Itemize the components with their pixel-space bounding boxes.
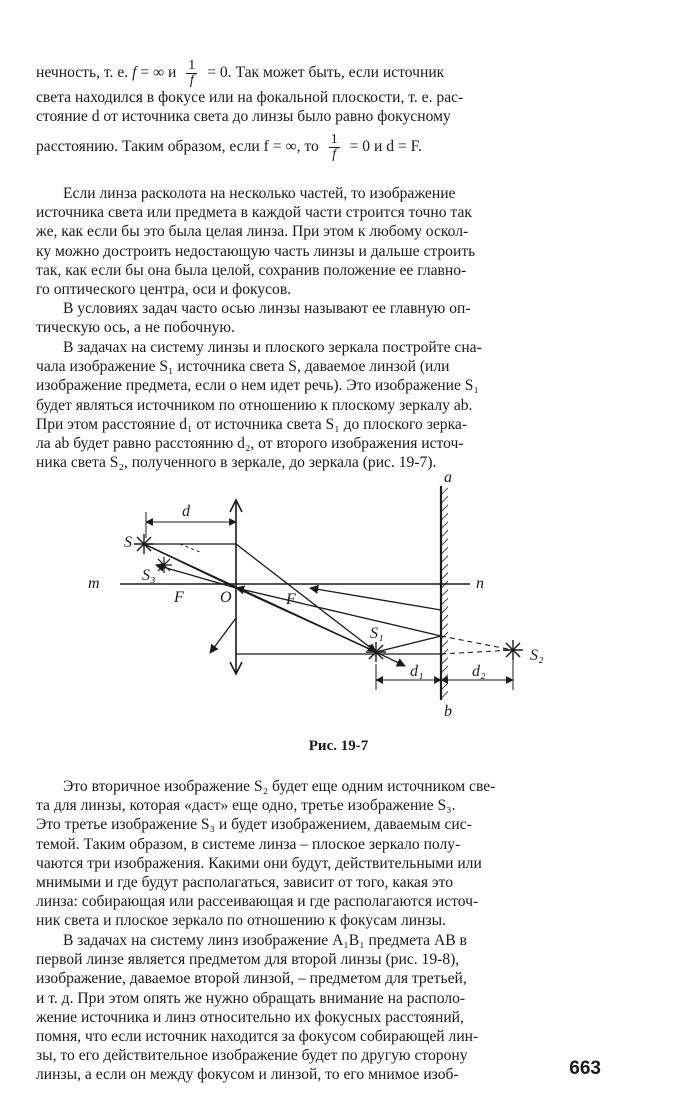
ray-reflected <box>236 588 441 636</box>
label-d2: d₂ <box>472 663 486 680</box>
fraction: $\frac{1}{f}$ <box>330 132 338 163</box>
label-b: b <box>444 703 452 720</box>
paragraph-broken-lens: Если линза расколота на несколько частей, то изображение источника света или предмета в каждой части строится точно так же, как если бы это была целая линза. При этом к любому оскол- ку можно достроить недостающую часть линзы и дальше строить так, как если бы она была целой, сохранив положение ее главно- го оптического центра, оси и фокусов. <box>36 185 476 299</box>
figure-caption: Рис. 19-7 <box>308 738 369 754</box>
ray-to-mirror <box>376 636 441 652</box>
paragraph-mirror: В задачах на систему линзы и плоского зеркала постройте сна- чала изображение S₁ источника света S, даваемое линзой (или изображение предмета, если о нем идет речь). Это изображение S₁ будет являться источником по отношению к плоскому зеркалу ab. При этом расстояние d₁ от источника света S₁ до плоского зерка- ла ab будет равно расстоянию d₂, от второго изображения источ- ника света S₂, полученного в зеркале, до зеркала (рис. 19-7). <box>36 339 482 472</box>
label-S: S <box>124 534 132 551</box>
label-d: d <box>182 503 190 520</box>
label-O: O <box>220 589 232 606</box>
label-S3: S₃ <box>142 567 156 584</box>
optics-figure <box>60 468 620 738</box>
virtual-ray-2 <box>441 650 513 654</box>
mirror-hatching <box>442 486 448 700</box>
ray-lower-left <box>210 618 236 653</box>
ray-reflected-upper <box>310 588 441 610</box>
label-d1: d₁ <box>410 663 424 680</box>
page-number: 663 <box>569 1058 601 1079</box>
paragraph-top <box>36 58 604 162</box>
text-line: стояние d от источника света до линзы было равно фокусному <box>36 108 451 126</box>
text-line: нечность, т. е. f = ∞ и $\frac{1}{f}$ = 0. Так может быть, если источник <box>36 58 445 88</box>
label-S1: S₁ <box>370 625 384 642</box>
label-F-left: F <box>174 589 184 606</box>
virtual-ray-1 <box>441 636 513 650</box>
text-line: расстоянию. Таким образом, если f = ∞, то $\frac{1}{f}$ = 0 и d = F. <box>36 132 422 163</box>
paragraph-lens-system: В задачах на систему линз изображение A₁B₁ предмета AB в первой линзе является предметом для второй линзы (рис. 19-8), изображение, даваемое второй линзой, – предметом для третьей, и т. д. При этом опять же нужно обращать внимание на располо- жение источника и линз относительно их фокусных расстояний, помня, что если источник находится за фокусом собирающей лин- зы, то его действительное изображение будет по другую сторону линзы, а если он между фокусом и линзой, то его мнимое изоб- <box>36 932 479 1084</box>
label-F-right: F <box>286 591 296 608</box>
label-S2: S₂ <box>530 647 544 664</box>
label-m: m <box>88 575 100 592</box>
text-line: света находился в фокусе или на фокальной плоскости, т. е. рас- <box>36 89 464 106</box>
fraction: $\frac{1}{f}$ <box>188 58 196 88</box>
label-a: a <box>444 469 452 486</box>
image-S3-star <box>156 557 172 573</box>
paragraph-second-image: Это вторичное изображение S₂ будет еще одним источником све- та для линзы, которая «даст» еще одно, третье изображение S₃. Это третье изображение S₃ и будет изображением, даваемым сис- темой. Таким образом, в системе линза – плоское зеркало полу- чаются три изображения. Какими они будут, действительными или мнимыми и где будут располагаться, зависит от того, какая это линза: собирающая или рассеивающая и где располагаются источ- ник света и плоское зеркало по отношению к фокусам линзы. <box>36 778 496 930</box>
paragraph-axis: В условиях задач часто осью линзы называют ее главную оп- тическую ось, а не побочную. <box>36 300 471 337</box>
label-n: n <box>476 575 484 592</box>
